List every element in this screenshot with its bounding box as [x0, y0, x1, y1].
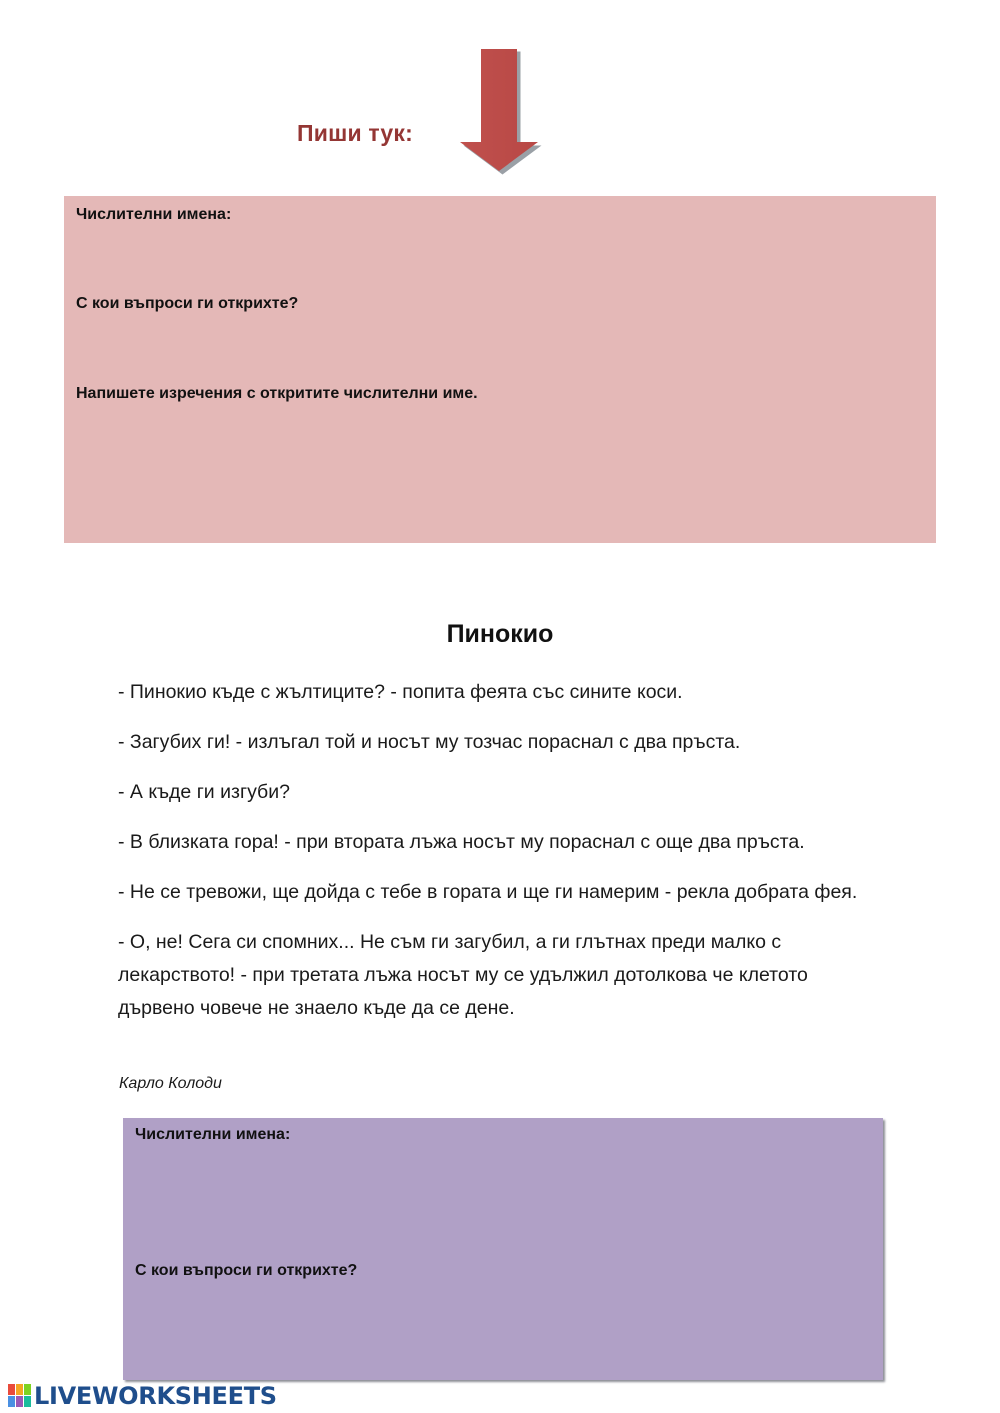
answer-box-top[interactable]: [64, 196, 936, 543]
story-paragraph: - О, не! Сега си спомних... Не съм ги загубил, а ги глътнах преди малко с лекарството! - при третата лъжа носът му се удължил дотолкова че клетото дървено човече не знаело къде да се дене.: [118, 931, 808, 1019]
answer-box-bottom[interactable]: [123, 1118, 883, 1380]
numerals-label: Числителни имена:: [76, 206, 232, 223]
story-paragraph: - Пинокио къде с жълтиците? - попита феята със сините коси.: [118, 681, 683, 703]
liveworksheets-logo-icon: [8, 1384, 32, 1408]
questions-label: С кои въпроси ги открихте?: [135, 1262, 358, 1279]
story-text: [118, 676, 888, 1042]
questions-label: С кои въпроси ги открихте?: [76, 295, 299, 312]
story-paragraph: - Не се тревожи, ще дойда с тебе в гората и ще ги намерим - рекла добрата фея.: [118, 881, 858, 903]
story-paragraph: - А къде ги изгуби?: [118, 781, 290, 803]
sentences-label: Напишете изречения с откритите числителни име.: [76, 385, 478, 402]
brand-name: LIVEWORKSHEETS: [34, 1382, 277, 1410]
brand-footer: [8, 1381, 277, 1411]
story-title: Пинокио: [446, 620, 554, 648]
numerals-label: Числителни имена:: [135, 1126, 291, 1143]
story-paragraph: - В близката гора! - при втората лъжа носът му пораснал с още два пръста.: [118, 831, 805, 853]
write-here-label: Пиши тук:: [297, 120, 413, 146]
story-author: Карло Колоди: [119, 1075, 222, 1092]
down-arrow-icon: [458, 46, 542, 176]
story-paragraph: - Загубих ги! - излъгал той и носът му тозчас пораснал с два пръста.: [118, 731, 741, 753]
